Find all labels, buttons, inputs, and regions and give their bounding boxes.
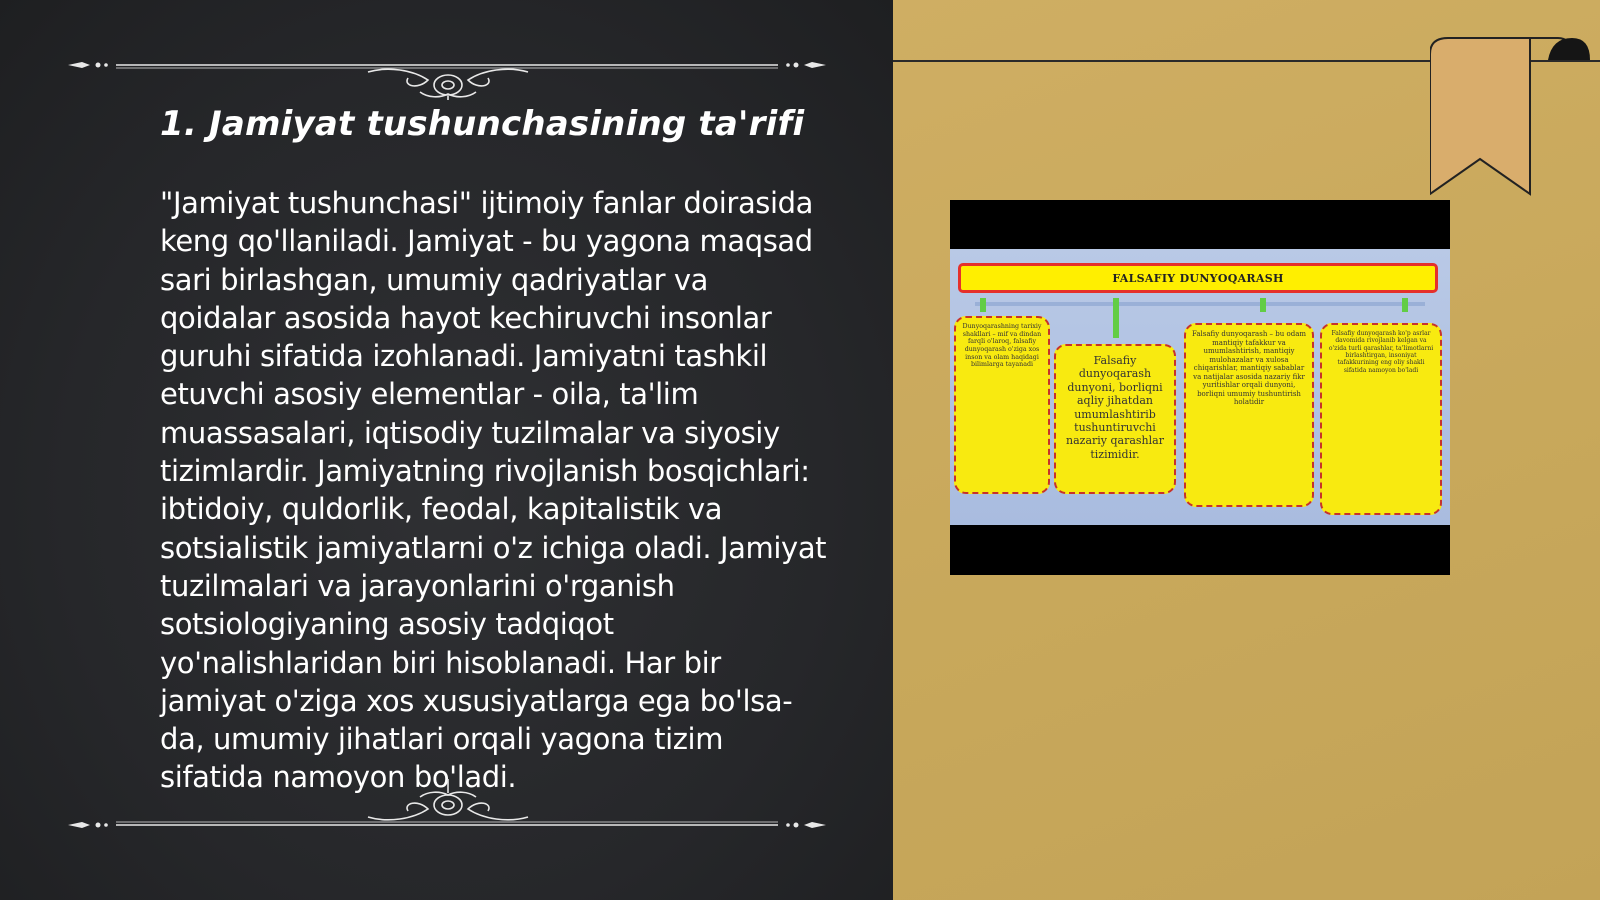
diagram-arrow <box>1402 298 1408 312</box>
slide-body-text: "Jamiyat tushunchasi" ijtimoiy fanlar doirasida keng qo'llaniladi. Jamiyat - bu yagona maqsad sari birlashgan, umumiy qadriyatlar va qoidalar asosida hayot kechiruvchi insonlar guruhi sifatida izohlanadi. Jamiyatni tashkil etuvchi asosiy elementlar - oila, ta'lim muassasalari, iqtisodiy tuzilmalar va siyosiy tizimlardir. Jamiyatning rivojlanish bosqichlari: ibtidoiy, quldorlik, feodal, kapitalistik va sotsialistik jamiyatlarni o'z ichiga oladi. Jamiyat tuzilmalari va jarayonlarini o'rganish sotsiologiyaning asosiy tadqiqot yo'nalishlaridan biri hisoblanadi. Har bir jamiyat o'ziga xos xususiyatlarga ega bo'lsa-da, umumiy jihatlari orqali yagona tizim sifatida namoyon bo'ladi. <box>160 186 827 795</box>
diagram-header: FALSAFIY DUNYOQARASH <box>958 263 1438 293</box>
top-ornament-divider <box>68 40 826 100</box>
diagram-box: Falsafiy dunyoqarash dunyoni, borliqni aqliy jihatdan umumlashtirib tushuntiruvchi nazariy qarashlar tizimidir. <box>1054 344 1176 494</box>
diagram-arrow <box>1260 298 1266 312</box>
diagram-arrow <box>1113 298 1119 338</box>
diagram-box: Falsafiy dunyoqarash ko'p asrlar davomida rivojlanib kelgan va o'zida turli qarashlar, ta'limotlarni birlashtirgan, insoniyat tafakkurining eng oliy shakli sifatida namoyon bo'ladi <box>1320 323 1442 515</box>
diagram-connector-line <box>975 302 1425 306</box>
falsafiy-dunyoqarash-diagram <box>950 249 1450 525</box>
bookmark-ribbon-icon <box>1430 34 1600 204</box>
diagram-arrow <box>980 298 986 312</box>
slide-title: 1. Jamiyat tushunchasining ta'rifi <box>160 104 805 144</box>
bottom-ornament-divider <box>68 775 826 835</box>
diagram-box: Falsafiy dunyoqarash – bu odam mantiqiy tafakkur va umumlashtirish, mantiqiy mulohazalar va xulosa chiqarishlar, mantiqiy sabablar va natijalar asosida nazariy fikr yuritishlar orqali dunyoni, borliqni umumiy tushuntirish holatidir <box>1184 323 1314 507</box>
diagram-image <box>950 200 1450 575</box>
diagram-box: Dunyoqarashning tarixiy shakllari – mif va dindan farqli o'laroq, falsafiy dunyoqarash o'ziga xos inson va olam haqidagi bilimlarga tayanadi <box>954 316 1050 494</box>
